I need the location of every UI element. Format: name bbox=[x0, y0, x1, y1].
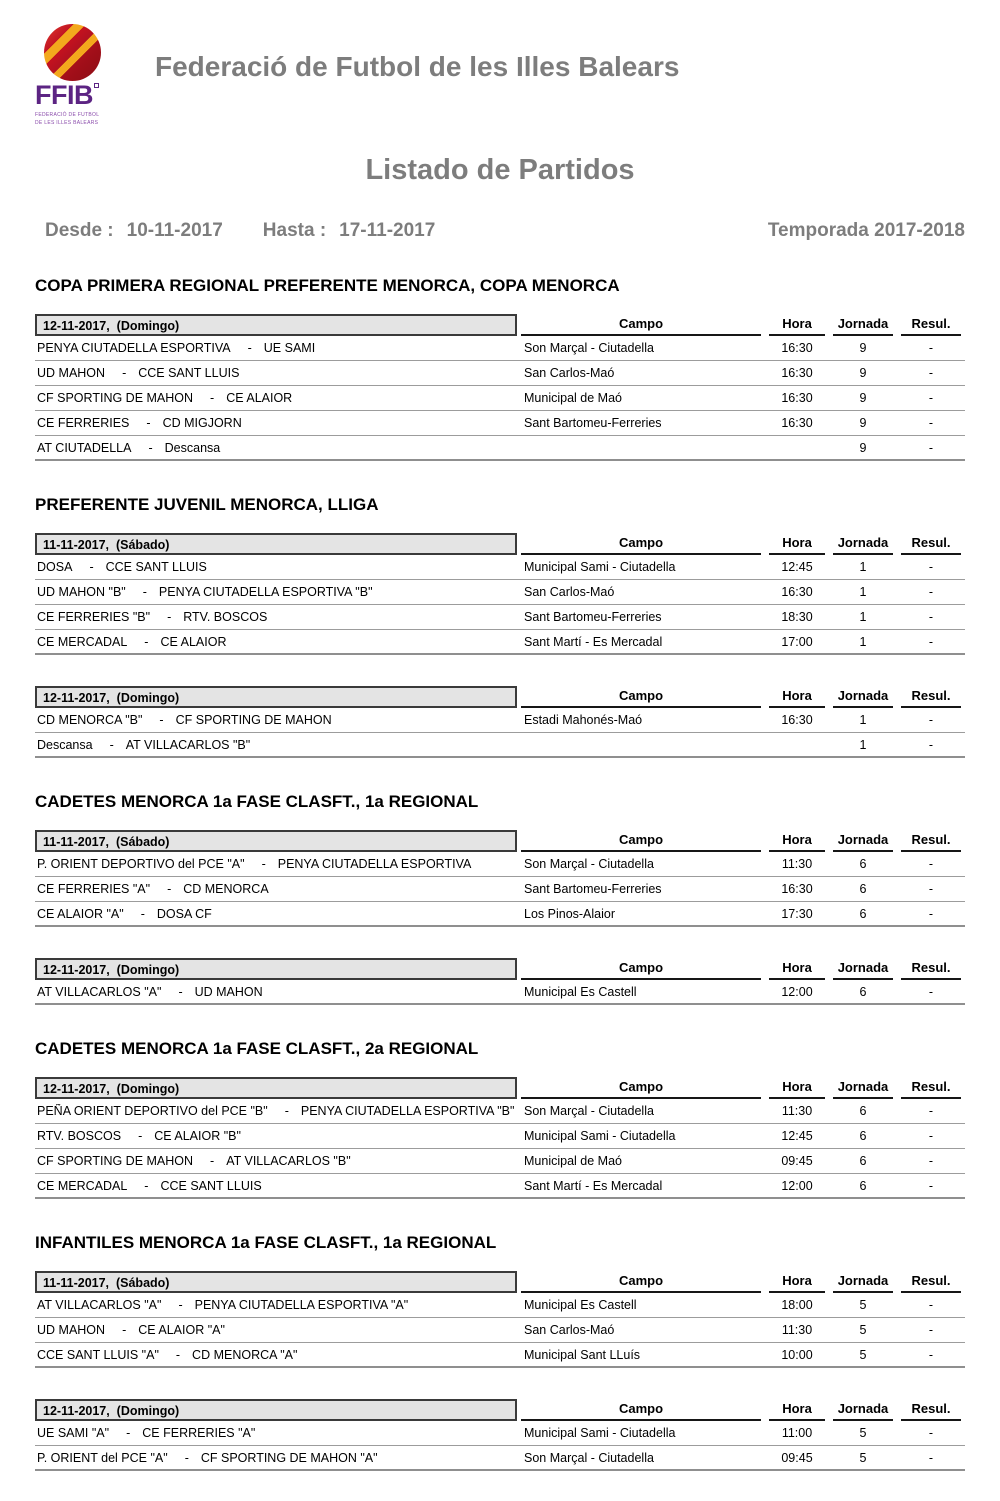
column-header-jornada: Jornada bbox=[833, 688, 893, 708]
home-team: CD MENORCA "B" bbox=[37, 713, 143, 727]
resul-cell: - bbox=[928, 737, 934, 752]
home-team: CE MERCADAL bbox=[37, 634, 128, 649]
campo-cell: Municipal Sami - Ciutadella bbox=[524, 1129, 676, 1143]
vs-separator: - bbox=[159, 713, 164, 727]
football-logo-icon bbox=[44, 24, 101, 81]
campo-cell: Municipal de Maó bbox=[524, 1154, 622, 1168]
date-header: 11-11-2017, (Sábado) bbox=[35, 1271, 517, 1293]
away-team: CF SPORTING DE MAHON bbox=[175, 713, 332, 727]
page-header bbox=[35, 24, 965, 127]
hora-cell: 17:30 bbox=[781, 906, 813, 921]
column-header-jornada: Jornada bbox=[833, 832, 893, 852]
resul-cell: - bbox=[928, 440, 934, 455]
column-header-resul: Resul. bbox=[901, 688, 961, 708]
match-cell bbox=[35, 857, 517, 871]
date-header: 12-11-2017, (Domingo) bbox=[35, 686, 517, 708]
match-cell bbox=[35, 391, 517, 405]
hora-cell: 16:30 bbox=[781, 713, 813, 727]
logo-acronym-text: FFIB bbox=[35, 80, 93, 110]
away-team: CCE SANT LLUIS bbox=[105, 560, 207, 574]
column-header-hora: Hora bbox=[769, 1401, 825, 1421]
match-cell bbox=[35, 441, 517, 455]
vs-separator: - bbox=[144, 1178, 149, 1193]
resul-cell: - bbox=[928, 1347, 934, 1362]
home-team: AT CIUTADELLA bbox=[37, 440, 132, 455]
match-cell bbox=[35, 416, 517, 430]
match-row bbox=[35, 1343, 965, 1368]
competition-section bbox=[35, 1233, 965, 1471]
jornada-cell: 1 bbox=[859, 713, 867, 727]
vs-separator: - bbox=[178, 1298, 183, 1312]
date-header: 12-11-2017, (Domingo) bbox=[35, 958, 517, 980]
match-row bbox=[35, 605, 965, 630]
vs-separator: - bbox=[89, 560, 94, 574]
column-header-hora: Hora bbox=[769, 316, 825, 336]
resul-cell: - bbox=[928, 1323, 934, 1337]
campo-cell: Municipal de Maó bbox=[524, 391, 622, 405]
meta-row bbox=[35, 220, 965, 242]
jornada-cell: 6 bbox=[859, 906, 867, 921]
hora-cell: 12:00 bbox=[781, 984, 813, 999]
home-team: P. ORIENT DEPORTIVO del PCE "A" bbox=[37, 857, 245, 871]
match-cell bbox=[35, 1129, 517, 1143]
resul-cell: - bbox=[928, 1426, 934, 1440]
column-header-hora: Hora bbox=[769, 688, 825, 708]
from-label: Desde : bbox=[45, 220, 114, 241]
to-date: 17-11-2017 bbox=[339, 220, 436, 241]
home-team: CE ALAIOR "A" bbox=[37, 906, 124, 921]
column-header-hora: Hora bbox=[769, 832, 825, 852]
match-cell bbox=[35, 985, 517, 999]
jornada-cell: 9 bbox=[859, 341, 867, 355]
match-row bbox=[35, 1099, 965, 1124]
match-row bbox=[35, 630, 965, 655]
away-team: DOSA CF bbox=[156, 906, 212, 921]
vs-separator: - bbox=[140, 906, 145, 921]
table-header-row bbox=[35, 957, 965, 980]
column-header-resul: Resul. bbox=[901, 535, 961, 555]
logo-acronym bbox=[35, 82, 131, 109]
resul-cell: - bbox=[928, 1129, 934, 1143]
campo-cell: Sant Bartomeu-Ferreries bbox=[524, 610, 662, 624]
resul-cell: - bbox=[928, 1154, 934, 1168]
jornada-cell: 5 bbox=[859, 1347, 867, 1362]
jornada-cell: 6 bbox=[859, 1178, 867, 1193]
match-row bbox=[35, 877, 965, 902]
column-header-jornada: Jornada bbox=[833, 316, 893, 336]
match-cell bbox=[35, 366, 517, 380]
hora-cell: 11:30 bbox=[781, 1323, 813, 1337]
match-row bbox=[35, 1293, 965, 1318]
jornada-cell: 6 bbox=[859, 882, 867, 896]
campo-cell: Municipal Es Castell bbox=[524, 1298, 637, 1312]
away-team: AT VILLACARLOS "B" bbox=[226, 1154, 351, 1168]
away-team: PENYA CIUTADELLA ESPORTIVA "B" bbox=[158, 585, 373, 599]
match-row bbox=[35, 336, 965, 361]
home-team: PEÑA ORIENT DEPORTIVO del PCE "B" bbox=[37, 1104, 268, 1118]
match-cell bbox=[35, 1179, 517, 1193]
resul-cell: - bbox=[928, 1178, 934, 1193]
campo-cell: San Carlos-Maó bbox=[524, 366, 615, 380]
column-header-resul: Resul. bbox=[901, 832, 961, 852]
away-team: CD MIGJORN bbox=[162, 416, 242, 430]
section-title: PREFERENTE JUVENIL MENORCA, LLIGA bbox=[35, 495, 379, 514]
hora-cell: 16:30 bbox=[781, 882, 813, 896]
column-header-campo: Campo bbox=[521, 960, 761, 980]
date-header: 12-11-2017, (Domingo) bbox=[35, 314, 517, 336]
jornada-cell: 5 bbox=[859, 1426, 867, 1440]
hora-cell: 18:30 bbox=[781, 610, 813, 624]
resul-cell: - bbox=[928, 391, 934, 405]
home-team: UD MAHON "B" bbox=[37, 585, 126, 599]
jornada-cell: 5 bbox=[859, 1298, 867, 1312]
column-header-jornada: Jornada bbox=[833, 1273, 893, 1293]
resul-cell: - bbox=[928, 984, 934, 999]
match-cell bbox=[35, 1298, 517, 1312]
campo-cell: San Carlos-Maó bbox=[524, 585, 615, 599]
vs-separator: - bbox=[167, 882, 172, 896]
column-header-jornada: Jornada bbox=[833, 535, 893, 555]
resul-cell: - bbox=[928, 857, 934, 871]
vs-separator: - bbox=[148, 440, 153, 455]
jornada-cell: 1 bbox=[859, 634, 867, 649]
ffib-logo bbox=[35, 24, 131, 127]
home-team: P. ORIENT del PCE "A" bbox=[37, 1450, 168, 1465]
resul-cell: - bbox=[928, 906, 934, 921]
match-table bbox=[35, 1076, 965, 1199]
match-row bbox=[35, 555, 965, 580]
column-header-resul: Resul. bbox=[901, 960, 961, 980]
match-row bbox=[35, 1318, 965, 1343]
match-row bbox=[35, 852, 965, 877]
campo-cell: Sant Martí - Es Mercadal bbox=[524, 1178, 663, 1193]
resul-cell: - bbox=[928, 882, 934, 896]
match-row bbox=[35, 733, 965, 758]
column-header-resul: Resul. bbox=[901, 1273, 961, 1293]
match-cell bbox=[35, 1451, 517, 1465]
hora-cell: 11:30 bbox=[781, 1104, 813, 1118]
jornada-cell: 1 bbox=[859, 737, 867, 752]
column-header-jornada: Jornada bbox=[833, 960, 893, 980]
away-team: CCE SANT LLUIS bbox=[138, 366, 240, 380]
away-team: CE ALAIOR "A" bbox=[138, 1323, 225, 1337]
jornada-cell: 1 bbox=[859, 610, 867, 624]
resul-cell: - bbox=[928, 585, 934, 599]
home-team: PENYA CIUTADELLA ESPORTIVA bbox=[37, 341, 231, 355]
match-cell bbox=[35, 635, 517, 649]
date-range bbox=[45, 220, 448, 242]
hora-cell: 16:30 bbox=[781, 391, 813, 405]
campo-cell: Sant Bartomeu-Ferreries bbox=[524, 416, 662, 430]
match-table bbox=[35, 1270, 965, 1368]
date-header: 12-11-2017, (Domingo) bbox=[35, 1399, 517, 1421]
match-cell bbox=[35, 610, 517, 624]
section-title: CADETES MENORCA 1a FASE CLASFT., 1a REGIONAL bbox=[35, 792, 479, 811]
competition-section bbox=[35, 1039, 965, 1199]
resul-cell: - bbox=[928, 1104, 934, 1118]
jornada-cell: 6 bbox=[859, 1154, 867, 1168]
campo-cell: Son Marçal - Ciutadella bbox=[524, 857, 654, 871]
away-team: Descansa bbox=[164, 440, 221, 455]
vs-separator: - bbox=[146, 416, 151, 430]
match-row bbox=[35, 386, 965, 411]
vs-separator: - bbox=[122, 366, 127, 380]
match-table bbox=[35, 313, 965, 461]
vs-separator: - bbox=[138, 1129, 143, 1143]
jornada-cell: 9 bbox=[859, 366, 867, 380]
resul-cell: - bbox=[928, 610, 934, 624]
column-header-jornada: Jornada bbox=[833, 1079, 893, 1099]
competition-section bbox=[35, 792, 965, 1005]
match-table bbox=[35, 685, 965, 758]
hora-cell: 10:00 bbox=[781, 1347, 813, 1362]
match-cell bbox=[35, 882, 517, 896]
column-header-campo: Campo bbox=[521, 1079, 761, 1099]
table-header-row bbox=[35, 829, 965, 852]
table-header-row bbox=[35, 1076, 965, 1099]
column-header-campo: Campo bbox=[521, 316, 761, 336]
hora-cell: 11:00 bbox=[781, 1426, 813, 1440]
sections-container bbox=[35, 276, 965, 1471]
vs-separator: - bbox=[178, 984, 183, 999]
home-team: CE MERCADAL bbox=[37, 1178, 128, 1193]
campo-cell: San Carlos-Maó bbox=[524, 1323, 615, 1337]
campo-cell: Estadi Mahonés-Maó bbox=[524, 713, 643, 727]
resul-cell: - bbox=[928, 1298, 934, 1312]
jornada-cell: 9 bbox=[859, 416, 867, 430]
column-header-hora: Hora bbox=[769, 1079, 825, 1099]
hora-cell: 09:45 bbox=[781, 1450, 813, 1465]
match-cell bbox=[35, 1323, 517, 1337]
resul-cell: - bbox=[928, 366, 934, 380]
resul-cell: - bbox=[928, 416, 934, 430]
jornada-cell: 6 bbox=[859, 984, 867, 999]
match-cell bbox=[35, 560, 517, 574]
vs-separator: - bbox=[142, 585, 147, 599]
column-header-campo: Campo bbox=[521, 688, 761, 708]
vs-separator: - bbox=[210, 391, 215, 405]
document-title: Listado de Partidos bbox=[365, 154, 635, 186]
match-table bbox=[35, 1398, 965, 1471]
match-cell bbox=[35, 1348, 517, 1362]
logo-subtitle-line1: FEDERACIÓ DE FUTBOL bbox=[35, 112, 100, 118]
home-team: Descansa bbox=[37, 737, 93, 752]
match-row bbox=[35, 980, 965, 1005]
match-table bbox=[35, 532, 965, 655]
jornada-cell: 1 bbox=[859, 585, 867, 599]
organization-title: Federació de Futbol de les Illes Balears bbox=[155, 51, 680, 82]
match-row bbox=[35, 1446, 965, 1471]
campo-cell: Son Marçal - Ciutadella bbox=[524, 1104, 654, 1118]
table-header-row bbox=[35, 532, 965, 555]
away-team: CF SPORTING DE MAHON "A" bbox=[200, 1450, 378, 1465]
home-team: CF SPORTING DE MAHON bbox=[37, 391, 194, 405]
match-table bbox=[35, 829, 965, 927]
match-row bbox=[35, 436, 965, 461]
away-team: AT VILLACARLOS "B" bbox=[125, 737, 251, 752]
home-team: AT VILLACARLOS "A" bbox=[37, 1298, 162, 1312]
hora-cell: 17:00 bbox=[781, 634, 813, 649]
column-header-campo: Campo bbox=[521, 832, 761, 852]
date-header: 11-11-2017, (Sábado) bbox=[35, 830, 517, 852]
home-team: AT VILLACARLOS "A" bbox=[37, 984, 162, 999]
jornada-cell: 5 bbox=[859, 1450, 867, 1465]
hora-cell: 16:30 bbox=[781, 416, 813, 430]
vs-separator: - bbox=[122, 1323, 127, 1337]
section-title: INFANTILES MENORCA 1a FASE CLASFT., 1a REGIONAL bbox=[35, 1233, 497, 1252]
column-header-campo: Campo bbox=[521, 1273, 761, 1293]
away-team: CE FERRERIES "A" bbox=[142, 1426, 256, 1440]
match-row bbox=[35, 1174, 965, 1199]
match-row bbox=[35, 1421, 965, 1446]
away-team: CE ALAIOR bbox=[160, 634, 227, 649]
campo-cell: Municipal Sami - Ciutadella bbox=[524, 560, 676, 574]
section-title: COPA PRIMERA REGIONAL PREFERENTE MENORCA, COPA MENORCA bbox=[35, 276, 620, 295]
column-header-hora: Hora bbox=[769, 535, 825, 555]
table-header-row bbox=[35, 1398, 965, 1421]
match-cell bbox=[35, 585, 517, 599]
jornada-cell: 6 bbox=[859, 857, 867, 871]
home-team: UE SAMI "A" bbox=[37, 1426, 110, 1440]
vs-separator: - bbox=[261, 857, 266, 871]
home-team: CF SPORTING DE MAHON bbox=[37, 1154, 194, 1168]
campo-cell: Son Marçal - Ciutadella bbox=[524, 341, 654, 355]
home-team: CE FERRERIES "B" bbox=[37, 610, 151, 624]
jornada-cell: 1 bbox=[859, 560, 867, 574]
vs-separator: - bbox=[126, 1426, 131, 1440]
jornada-cell: 9 bbox=[859, 440, 867, 455]
competition-section bbox=[35, 276, 965, 461]
away-team: UE SAMI bbox=[263, 341, 316, 355]
hora-cell: 18:00 bbox=[781, 1298, 813, 1312]
logo-subtitle bbox=[35, 112, 131, 127]
hora-cell: 12:00 bbox=[781, 1178, 813, 1193]
date-header: 12-11-2017, (Domingo) bbox=[35, 1077, 517, 1099]
match-row bbox=[35, 1124, 965, 1149]
home-team: UD MAHON bbox=[37, 1323, 106, 1337]
hora-cell: 11:30 bbox=[781, 857, 813, 871]
match-cell bbox=[35, 713, 517, 727]
home-team: RTV. BOSCOS bbox=[37, 1129, 122, 1143]
match-cell bbox=[35, 738, 517, 752]
jornada-cell: 6 bbox=[859, 1104, 867, 1118]
home-team: CE FERRERIES bbox=[37, 416, 130, 430]
column-header-resul: Resul. bbox=[901, 1079, 961, 1099]
table-header-row bbox=[35, 313, 965, 336]
jornada-cell: 6 bbox=[859, 1129, 867, 1143]
campo-cell: Municipal Sant LLuís bbox=[524, 1347, 641, 1362]
campo-cell: Municipal Sami - Ciutadella bbox=[524, 1426, 676, 1440]
match-row bbox=[35, 361, 965, 386]
table-header-row bbox=[35, 1270, 965, 1293]
date-header: 11-11-2017, (Sábado) bbox=[35, 533, 517, 555]
vs-separator: - bbox=[284, 1104, 289, 1118]
column-header-hora: Hora bbox=[769, 1273, 825, 1293]
home-team: DOSA bbox=[37, 560, 73, 574]
hora-cell: 12:45 bbox=[781, 560, 813, 574]
away-team: PENYA CIUTADELLA ESPORTIVA "A" bbox=[194, 1298, 409, 1312]
match-cell bbox=[35, 907, 517, 921]
campo-cell: Sant Martí - Es Mercadal bbox=[524, 634, 663, 649]
vs-separator: - bbox=[144, 634, 149, 649]
column-header-campo: Campo bbox=[521, 1401, 761, 1421]
match-row bbox=[35, 708, 965, 733]
away-team: UD MAHON bbox=[194, 984, 263, 999]
to-label: Hasta : bbox=[262, 220, 327, 241]
vs-separator: - bbox=[184, 1450, 189, 1465]
resul-cell: - bbox=[928, 560, 934, 574]
hora-cell: 16:30 bbox=[781, 341, 813, 355]
home-team: CCE SANT LLUIS "A" bbox=[37, 1347, 159, 1362]
match-row bbox=[35, 1149, 965, 1174]
vs-separator: - bbox=[109, 737, 114, 752]
away-team: CD MENORCA "A" bbox=[192, 1347, 298, 1362]
resul-cell: - bbox=[928, 713, 934, 727]
campo-cell: Son Marçal - Ciutadella bbox=[524, 1450, 654, 1465]
season-label: Temporada 2017-2018 bbox=[767, 220, 965, 241]
table-header-row bbox=[35, 685, 965, 708]
resul-cell: - bbox=[928, 1450, 934, 1465]
vs-separator: - bbox=[167, 610, 172, 624]
competition-section bbox=[35, 495, 965, 758]
match-cell bbox=[35, 1426, 517, 1440]
away-team: PENYA CIUTADELLA ESPORTIVA "B" bbox=[300, 1104, 515, 1118]
match-cell bbox=[35, 1104, 517, 1118]
jornada-cell: 9 bbox=[859, 391, 867, 405]
column-header-resul: Resul. bbox=[901, 1401, 961, 1421]
home-team: CE FERRERIES "A" bbox=[37, 882, 151, 896]
vs-separator: - bbox=[247, 341, 252, 355]
match-row bbox=[35, 902, 965, 927]
match-cell bbox=[35, 341, 517, 355]
match-table bbox=[35, 957, 965, 1005]
vs-separator: - bbox=[210, 1154, 215, 1168]
column-header-resul: Resul. bbox=[901, 316, 961, 336]
section-title: CADETES MENORCA 1a FASE CLASFT., 2a REGIONAL bbox=[35, 1039, 479, 1058]
match-row bbox=[35, 411, 965, 436]
match-cell bbox=[35, 1154, 517, 1168]
away-team: CE ALAIOR bbox=[226, 391, 293, 405]
resul-cell: - bbox=[928, 341, 934, 355]
resul-cell: - bbox=[928, 634, 934, 649]
column-header-jornada: Jornada bbox=[833, 1401, 893, 1421]
hora-cell: 16:30 bbox=[781, 585, 813, 599]
away-team: CE ALAIOR "B" bbox=[154, 1129, 241, 1143]
hora-cell: 09:45 bbox=[781, 1154, 813, 1168]
from-date: 10-11-2017 bbox=[126, 220, 223, 241]
campo-cell: Sant Bartomeu-Ferreries bbox=[524, 882, 662, 896]
hora-cell: 12:45 bbox=[781, 1129, 813, 1143]
registered-mark-icon bbox=[94, 83, 99, 88]
match-row bbox=[35, 580, 965, 605]
away-team: CCE SANT LLUIS bbox=[160, 1178, 262, 1193]
logo-subtitle-line2: DE LES ILLES BALEARS bbox=[35, 119, 99, 126]
away-team: CD MENORCA bbox=[183, 882, 269, 896]
column-header-hora: Hora bbox=[769, 960, 825, 980]
campo-cell: Los Pinos-Alaior bbox=[524, 906, 616, 921]
away-team: RTV. BOSCOS bbox=[183, 610, 268, 624]
hora-cell: 16:30 bbox=[781, 366, 813, 380]
jornada-cell: 5 bbox=[859, 1323, 867, 1337]
home-team: UD MAHON bbox=[37, 366, 106, 380]
vs-separator: - bbox=[175, 1347, 181, 1362]
column-header-campo: Campo bbox=[521, 535, 761, 555]
away-team: PENYA CIUTADELLA ESPORTIVA bbox=[277, 857, 472, 871]
campo-cell: Municipal Es Castell bbox=[524, 984, 637, 999]
